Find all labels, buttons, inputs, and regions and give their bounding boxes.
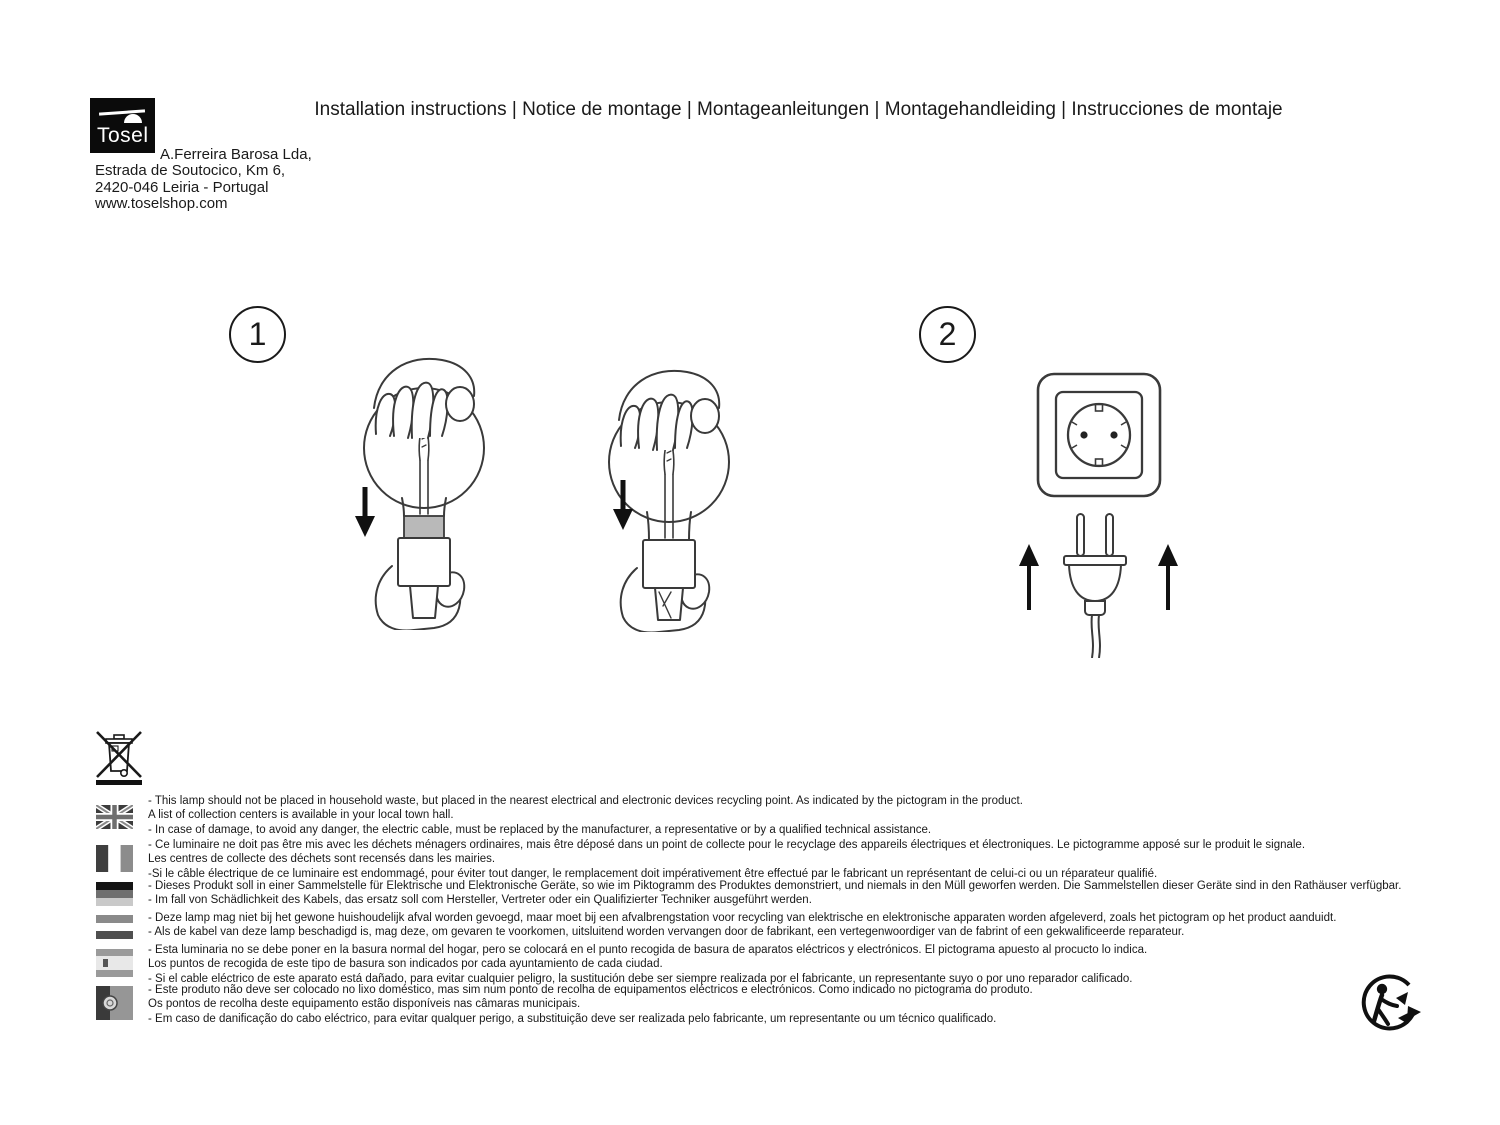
notice-text — [148, 794, 1023, 837]
notice-text — [148, 983, 1033, 1026]
step-1-badge — [229, 306, 286, 363]
notice-line: A list of collection centers is available in your local town hall. — [148, 809, 454, 822]
step-1-number: 1 — [248, 316, 267, 352]
company-name: A.Ferreira Barosa Lda, — [160, 146, 312, 163]
notice-line: - Em caso de danificação do cabo eléctrico, para evitar qualquer perigo, a substituição deve ser realizada pelo fabricante, um representante ou um técnico qualificado. — [148, 1012, 997, 1025]
germany-flag-icon — [96, 882, 133, 906]
bulb-insertion-illustration-1 — [338, 338, 510, 630]
notice-text — [148, 838, 1305, 881]
uk-flag-icon — [96, 805, 133, 829]
crossed-out-wheelie-bin-icon — [93, 727, 145, 785]
plug-illustration — [1062, 512, 1134, 658]
down-arrow-icon — [352, 485, 378, 537]
portugal-flag-icon — [96, 986, 133, 1020]
address-line: Estrada de Soutocico, Km 6, — [95, 162, 286, 179]
up-arrow-icon — [1155, 544, 1181, 610]
notice-line: - Deze lamp mag niet bij het gewone huishoudelijk afval worden gevoegd, maar moet bij een afvalbrengstation voor recycling van elektrische en elektronische apparaten worden afgeleverd, zoals het pictogram op het product aanduidt. — [148, 912, 1337, 924]
triman-recycling-icon — [1358, 972, 1422, 1040]
website-url: www.toselshop.com — [95, 195, 228, 212]
up-arrow-icon — [1016, 544, 1042, 610]
notice-line: - Ce luminaire ne doit pas être mis avec les déchets ménagers ordinaires, mais être déposé dans un point de collecte pour le recyclage des appareils électriques et électroniques. Le pictogramme apposé sur le produit le signale. — [148, 839, 1306, 851]
wall-socket-illustration — [1035, 371, 1163, 499]
down-arrow-icon — [610, 478, 636, 530]
notice-line: - Im fall von Schädlichkeit des Kabels, das ersatz soll com Hersteller, Vertreter oder ein Qualifizierter Techniker ausgeführt werden. — [148, 894, 812, 907]
notice-line: - Als de kabel van deze lamp beschadigd is, mag deze, om gevaren te voorkomen, uitsluitend worden vervangen door de fabrikant, een vertegenwoordiger van de fabrint of een gekwalificeerde reparateur. — [148, 926, 1185, 939]
company-address — [95, 163, 285, 213]
notice-text — [148, 879, 1401, 908]
spain-flag-icon — [96, 949, 133, 977]
bulb-insertion-illustration-2 — [583, 340, 755, 632]
notice-line: - In case of damage, to avoid any danger, the electric cable, must be replaced by the manufacturer, a representative or by a qualified technical assistance. — [148, 823, 932, 836]
step-2-number: 2 — [938, 316, 957, 352]
notice-line: Os pontos de recolha deste equipamento estão disponíveis nas câmaras municipais. — [148, 998, 581, 1011]
notice-line: - Este produto não deve ser colocado no lixo doméstico, mas sim num ponto de recolha de equipamentos eléctricos e electrónicos. Como indicado no pictograma do produto. — [148, 984, 1033, 996]
logo-wordmark: Tosel — [97, 124, 149, 147]
notice-text — [148, 911, 1336, 940]
france-flag-icon — [96, 845, 133, 872]
notice-line: - Esta luminaria no se debe poner en la basura normal del hogar, pero se colocará en el punto recogida de basura de aparatos eléctricos y electrónicos. El pictograma apuesto al procucto lo indica. — [148, 944, 1148, 956]
netherlands-flag-icon — [96, 915, 133, 939]
notice-line: Les centres de collecte des déchets sont recensés dans les mairies. — [148, 853, 496, 866]
notice-text — [148, 943, 1147, 986]
notice-line: -Si le câble électrique de ce luminaire est endommagé, pour éviter tout danger, le remplacement doit impérativement être effectué par le fabricant un représentant de celui-ci ou un réparateur qualifié. — [148, 867, 1158, 880]
notice-line: - Dieses Produkt soll in einer Sammelstelle für Elektrische und Elektronische Geräte, so wie im Piktogramm des Produktes demonstriert, und niemals in den Müll geworfen werden. Die Sammelstellen dieser Geräte sind in den Rathäuser verfügbar. — [148, 880, 1402, 892]
address-line: 2420-046 Leiria - Portugal — [95, 178, 269, 196]
notice-line: - This lamp should not be placed in household waste, but placed in the nearest electrical and electronic devices recycling point. As indicated by the pictogram in the product. — [148, 795, 1023, 807]
page-title: Installation instructions | Notice de montage | Montageanleitungen | Montagehandleiding | Instrucciones de montaje — [314, 99, 1283, 120]
notice-line: Los puntos de recogida de este tipo de basura son indicados por cada ayuntamiento de cada ciudad. — [148, 958, 663, 971]
notice-line: - Si el cable eléctrico de este aparato está dañado, para evitar cualquier peligro, la sustitución debe ser siempre realizada por el fabricante, un representante suyo o por uno reparador calificado. — [148, 972, 1133, 985]
step-2-badge — [919, 306, 976, 363]
